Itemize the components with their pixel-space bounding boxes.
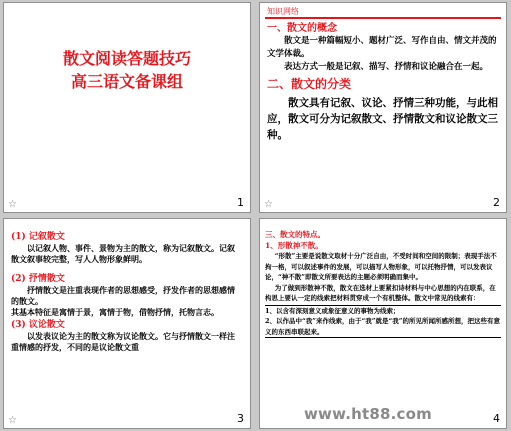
- paragraph: 其基本特征是寓情于景，寓情于物，借物抒情，托物言志。: [11, 307, 219, 317]
- slide-transition-icon: ☆: [8, 199, 17, 210]
- watermark: www.ht88.com: [304, 405, 432, 423]
- section-heading: (1) 记叙散文: [11, 232, 65, 242]
- paragraph: 散文是一种篇幅短小、题材广泛、写作自由、情文并茂的文学体裁。: [267, 36, 497, 59]
- section-heading: 1、形散神不散。: [265, 241, 323, 250]
- slide-transition-icon: ☆: [8, 415, 17, 426]
- section-heading: (3) 议论散文: [11, 320, 65, 330]
- slide-header: 知识网络: [267, 7, 299, 16]
- paragraph: 抒情散文是注重表现作者的思想感受，抒发作者的思想感情的散文。: [11, 285, 235, 306]
- section-heading: (2) 抒情散文: [11, 274, 65, 284]
- slide-3[interactable]: [3, 218, 251, 429]
- list-item: 2、以作品中“我”来作线索，由于“我”就是“我”的所见所闻所感所想，把这些有意义的东西串联起来。: [265, 317, 500, 336]
- slide-number: 3: [237, 412, 244, 425]
- paragraph: 以发表议论为主的散文称为议论散文。它与抒情散文一样注重情感的抒发，不同的是议论散文重: [11, 331, 235, 352]
- section-heading: 一、散文的概念: [267, 23, 337, 34]
- slide-number: 4: [493, 412, 500, 425]
- paragraph: “形散”主要是说散文取材十分广泛自由，不受时间和空间的限制；表现手法不拘一格，可以叙述事件的发展，可以描写人物形象，可以托物抒情，可以发表议论，“神不散”即散文所要表达的主题必须明确而集中。: [265, 252, 497, 281]
- title-line-2: 高三语文备课组: [70, 72, 183, 91]
- paragraph: 表达方式一般是记叙、描写、抒情和议论融合在一起。: [284, 62, 489, 72]
- slide-1[interactable]: [3, 2, 251, 213]
- slide-transition-icon: ☆: [264, 199, 273, 210]
- section-heading: 二、散文的分类: [267, 77, 352, 91]
- slide-2[interactable]: [259, 2, 507, 213]
- slide-number: 1: [237, 196, 244, 209]
- header-divider: [265, 17, 501, 19]
- slide-number: 2: [493, 196, 500, 209]
- paragraph: 散文具有记叙、议论、抒情三种功能，与此相应，散文可分为记叙散文、抒情散文和议论散文三种。: [267, 97, 498, 141]
- slide-4[interactable]: [259, 218, 507, 429]
- slide-1-title: [4, 47, 250, 93]
- list-box: [265, 305, 501, 339]
- list-item: 1、以含有深刻意义或象征意义的事物为线索；: [265, 306, 400, 315]
- paragraph: 为了做到形散神不散，散文在选材上要紧扣诗材料与中心思想的内在联系，在构思上要认一定的线索把材料贯穿成一个有机整体。散文中常见的线索有：: [265, 283, 496, 302]
- paragraph: 以记叙人物、事件、景物为主的散文，称为记叙散文。记叙散文叙事较完整，写人人物形象鲜明。: [11, 243, 235, 264]
- title-line-1: 散文阅读答题技巧: [62, 49, 191, 68]
- section-heading: 三、散文的特点。: [265, 230, 325, 239]
